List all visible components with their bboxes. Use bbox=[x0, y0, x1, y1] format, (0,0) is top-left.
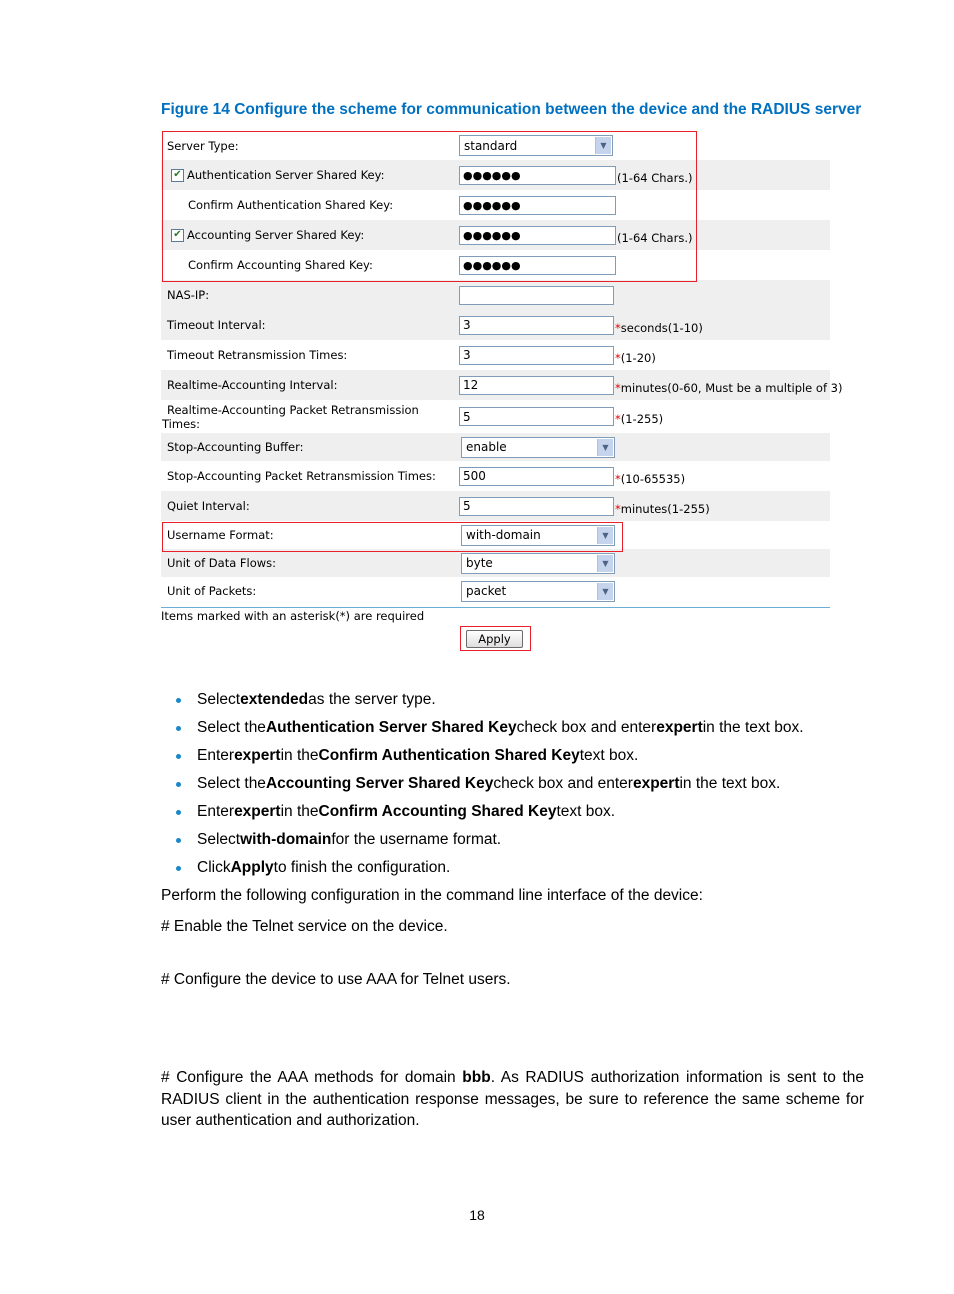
row-timeout-interval bbox=[161, 310, 830, 340]
auth-key-hint: (1-64 Chars.) bbox=[617, 170, 693, 185]
list-item: Select extended as the server type. bbox=[161, 686, 871, 714]
figure-caption: Figure 14 Configure the scheme for communication between the device and the RADIUS server bbox=[161, 101, 862, 118]
acct-key-label: Accounting Server Shared Key: bbox=[187, 228, 365, 242]
aaa-methods-paragraph: # Configure the AAA methods for domain bbb. As RADIUS authorization information is sent to the RADIUS client in the authentication response messages, be sure to reference the same scheme for user authentication and authorization. bbox=[161, 1069, 865, 1129]
server-type-select[interactable]: standard ▼ bbox=[459, 135, 613, 156]
row-auth-key bbox=[161, 160, 830, 190]
row-stop-retrans bbox=[161, 461, 830, 491]
chevron-down-icon: ▼ bbox=[595, 137, 611, 154]
chevron-down-icon: ▼ bbox=[597, 555, 613, 572]
row-username-format bbox=[161, 521, 830, 549]
list-item: Enter expert in the Confirm Authentication Shared Key text box. bbox=[161, 742, 871, 770]
radius-scheme-form bbox=[161, 131, 843, 605]
row-stop-buffer bbox=[161, 433, 830, 461]
confirm-auth-key-label: Confirm Authentication Shared Key: bbox=[188, 198, 394, 212]
acct-key-input[interactable]: ●●●●●● bbox=[459, 226, 616, 245]
realtime-interval-hint: minutes(0-60, Must be a multiple of 3) bbox=[620, 380, 843, 395]
list-item: Select the Accounting Server Shared Key check box and enter expert in the text box. bbox=[161, 770, 871, 798]
username-format-select[interactable]: with-domain ▼ bbox=[461, 525, 615, 546]
auth-key-label: Authentication Server Shared Key: bbox=[187, 168, 385, 182]
nas-ip-label: NAS-IP: bbox=[167, 288, 210, 302]
timeout-interval-label: Timeout Interval: bbox=[167, 318, 266, 332]
instruction-list bbox=[161, 686, 871, 882]
row-server-type bbox=[161, 131, 830, 160]
required-asterisk: * bbox=[615, 350, 621, 365]
bullet-icon bbox=[176, 810, 181, 815]
chevron-down-icon: ▼ bbox=[597, 439, 613, 456]
realtime-retrans-label: Realtime-Accounting Packet Retransmission bbox=[167, 402, 419, 417]
required-asterisk: * bbox=[615, 320, 621, 335]
stop-retrans-input[interactable]: 500 bbox=[459, 467, 614, 486]
chevron-down-icon: ▼ bbox=[597, 527, 613, 544]
required-asterisk: * bbox=[615, 471, 621, 486]
acct-key-hint: (1-64 Chars.) bbox=[617, 230, 693, 245]
timeout-retrans-hint: (1-20) bbox=[620, 350, 656, 365]
stop-retrans-label: Stop-Accounting Packet Retransmission Times: bbox=[167, 469, 436, 483]
bullet-icon bbox=[176, 782, 181, 787]
timeout-interval-input[interactable]: 3 bbox=[459, 316, 614, 335]
quiet-interval-input[interactable]: 5 bbox=[459, 497, 614, 516]
stop-buffer-label: Stop-Accounting Buffer: bbox=[167, 440, 304, 454]
bullet-icon bbox=[176, 726, 181, 731]
stop-retrans-hint: (10-65535) bbox=[620, 471, 686, 486]
packet-unit-select[interactable]: packet ▼ bbox=[461, 581, 615, 602]
auth-key-input[interactable]: ●●●●●● bbox=[459, 166, 616, 185]
confirm-acct-key-input[interactable]: ●●●●●● bbox=[459, 256, 616, 275]
required-note: Items marked with an asterisk(*) are required bbox=[161, 609, 425, 623]
required-asterisk: * bbox=[615, 412, 621, 426]
row-confirm-auth-key bbox=[161, 190, 830, 220]
row-packet-unit bbox=[161, 577, 830, 605]
confirm-acct-key-label: Confirm Accounting Shared Key: bbox=[188, 258, 373, 272]
realtime-retrans-hint: (1-255) bbox=[620, 412, 664, 426]
row-realtime-retrans bbox=[161, 400, 830, 433]
packet-unit-label: Unit of Packets: bbox=[167, 584, 257, 598]
list-item: Click Apply to finish the configuration. bbox=[161, 854, 871, 882]
realtime-interval-label: Realtime-Accounting Interval: bbox=[167, 378, 338, 392]
nas-ip-input[interactable] bbox=[459, 286, 614, 305]
realtime-retrans-label-cont: Times: bbox=[162, 416, 201, 431]
realtime-interval-input[interactable]: 12 bbox=[459, 376, 614, 395]
username-format-label: Username Format: bbox=[167, 528, 274, 542]
required-asterisk: * bbox=[615, 501, 621, 516]
quiet-interval-label: Quiet Interval: bbox=[167, 499, 250, 513]
row-quiet-interval bbox=[161, 491, 830, 521]
row-timeout-retrans bbox=[161, 340, 830, 370]
data-flow-unit-select[interactable]: byte ▼ bbox=[461, 553, 615, 574]
bullet-icon bbox=[176, 754, 181, 759]
bullet-icon bbox=[176, 698, 181, 703]
list-item: Enter expert in the Confirm Accounting Shared Key text box. bbox=[161, 798, 871, 826]
cli-intro-paragraph: Perform the following configuration in the command line interface of the device: bbox=[161, 887, 703, 904]
stop-buffer-select[interactable]: enable ▼ bbox=[461, 437, 615, 458]
timeout-interval-hint: seconds(1-10) bbox=[620, 320, 703, 335]
aaa-telnet-paragraph: # Configure the device to use AAA for Telnet users. bbox=[161, 971, 511, 988]
timeout-retrans-label: Timeout Retransmission Times: bbox=[167, 348, 348, 362]
quiet-interval-hint: minutes(1-255) bbox=[620, 501, 710, 516]
required-asterisk: * bbox=[615, 380, 621, 395]
form-divider bbox=[161, 607, 830, 608]
timeout-retrans-input[interactable]: 3 bbox=[459, 346, 614, 365]
row-confirm-acct-key bbox=[161, 250, 830, 280]
bullet-icon bbox=[176, 866, 181, 871]
server-type-label: Server Type: bbox=[167, 138, 239, 153]
bullet-icon bbox=[176, 838, 181, 843]
list-item: Select with-domain for the username format. bbox=[161, 826, 871, 854]
chevron-down-icon: ▼ bbox=[597, 583, 613, 600]
apply-button[interactable]: Apply bbox=[466, 630, 523, 648]
acct-key-checkbox[interactable]: ✔ bbox=[171, 229, 184, 242]
confirm-auth-key-input[interactable]: ●●●●●● bbox=[459, 196, 616, 215]
realtime-retrans-input[interactable]: 5 bbox=[459, 407, 614, 426]
telnet-paragraph: # Enable the Telnet service on the device. bbox=[161, 918, 448, 935]
auth-key-checkbox[interactable]: ✔ bbox=[171, 169, 184, 182]
row-nas-ip bbox=[161, 280, 830, 310]
data-flow-unit-label: Unit of Data Flows: bbox=[167, 556, 277, 570]
list-item: Select the Authentication Server Shared Key check box and enter expert in the text box. bbox=[161, 714, 871, 742]
row-acct-key bbox=[161, 220, 830, 250]
page-number: 18 bbox=[469, 1207, 485, 1223]
row-realtime-interval bbox=[161, 370, 843, 400]
row-data-flow-unit bbox=[161, 549, 830, 577]
